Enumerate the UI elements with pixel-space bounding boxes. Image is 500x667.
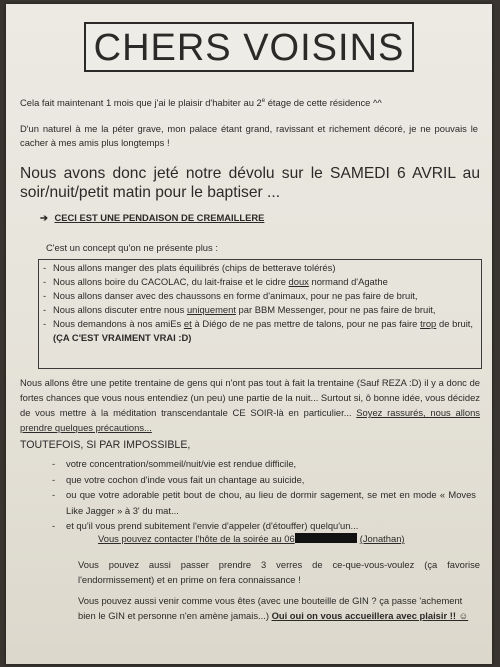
list-item: - que votre cochon d'inde vous fait un chantage au suicide, (52, 472, 476, 488)
list-item-text: Nous demandons à nos amiEs (53, 318, 184, 329)
contact-name: (Jonathan) (359, 533, 405, 544)
paragraph-trentaine-text: Nous allons être une petite trentaine de gens qui n'ont pas tout à fait la trentaine (Sauf REZA :D) il y a donc de fortes chances que vous nous entendiez (un peu) une partie de la nuit... Surtout si, ô bonne idée, vous décidez de vous mettre à la méditation transcendantale CE SOIR-là en particulier... (20, 377, 480, 418)
redacted-phone (295, 533, 357, 543)
notice-sheet (6, 4, 492, 664)
list-item: - et qu'il vous prend subitement l'envie d'appeler (d'étouffer) quelqu'un... (52, 518, 476, 534)
list-item-underline: et (183, 318, 192, 329)
pendaison-text: CECI EST UNE PENDAISON DE CREMAILLERE (54, 212, 265, 223)
pendaison-line (40, 211, 460, 225)
paragraph-trentaine (20, 375, 480, 435)
page-title: CHERS VOISINS (93, 27, 405, 69)
gin-paragraph (78, 593, 482, 623)
headline: Nous avons donc jeté notre dévolu sur le SAMEDI 6 AVRIL au soir/nuit/petit matin pour le baptiser ... (20, 165, 480, 201)
list-item (43, 275, 473, 289)
gin-bold: Oui oui on vous accueillera avec plaisir !! ☺ (271, 610, 469, 621)
list-item-text: Nous allons discuter entre nous (53, 304, 187, 315)
list-item-text: Nous allons manger des plats équilibrés (chips de betterave tolérés) (53, 262, 336, 273)
gin-text: Vous pouvez aussi venir comme vous êtes (avec une bouteille de GIN ? ça passe 'achement bien le GIN et personne n'en amène jamais...) (78, 595, 463, 621)
toutefois-heading: TOUTEFOIS, SI PAR IMPOSSIBLE, (20, 439, 191, 451)
list-item-text: à Diégo de ne pas mettre de talons, pour ne pas faire (191, 318, 421, 329)
title-box (84, 22, 414, 72)
concept-intro: C'est un concept qu'on ne présente plus : (46, 242, 218, 253)
list-item: - votre concentration/sommeil/nuit/vie est rendue difficile, (52, 456, 476, 472)
toutefois-list (52, 456, 476, 534)
intro-line-2: D'un naturel à me la péter grave, mon palace étant grand, ravissant et richement décoré, je ne pouvais le cacher à mes amis plus longtemps ! (20, 123, 478, 148)
intro-line-1-sup: e (261, 98, 266, 104)
list-item-text: Nous allons boire du CACOLAC, du lait-fraise et le cidre (53, 276, 289, 287)
list-item-underline: doux (288, 276, 309, 287)
list-item-underline: uniquement (186, 304, 236, 315)
intro-line-1-text: Cela fait maintenant 1 mois que j'ai le plaisir d'habiter au 2 (20, 97, 262, 109)
list-item-text: normand d'Agathe (308, 276, 388, 287)
list-item-text: de bruit, (436, 318, 473, 329)
list-item-text: Nous allons danser avec des chaussons en forme d'animaux, pour ne pas faire de bruit, (53, 290, 418, 301)
intro-line-1-tail: étage de cette résidence ^^ (265, 97, 382, 109)
intro-line-1 (20, 94, 480, 110)
list-item-bold: (ÇA C'EST VRAIMENT VRAI :D) (53, 332, 192, 343)
contact-text: Vous pouvez contacter l'hôte de la soirée au 06 (98, 533, 295, 544)
arrow-icon: ➔ (40, 212, 48, 223)
concept-list (43, 261, 473, 345)
verres-paragraph: Vous pouvez aussi passer prendre 3 verres de ce-que-vous-voulez (ça favorise l'endormissement) et en prime on fera connaissance ! (78, 559, 480, 585)
paragraph-trentaine-underline: Soyez rassurés, nous allons prendre quelques précautions... (20, 407, 480, 433)
list-item-underline: trop (420, 318, 437, 329)
list-item (43, 261, 473, 275)
list-item (43, 303, 473, 317)
contact-line (98, 532, 478, 546)
list-item: - ou que votre adorable petit bout de chou, au lieu de dormir sagement, se met en mode « Moves Like Jagger » à 3' du mat... (52, 487, 476, 518)
list-item-text: par BBM Messenger, pour ne pas faire de bruit, (235, 304, 436, 315)
list-item (43, 317, 473, 345)
list-item (43, 289, 473, 303)
concept-box (38, 259, 482, 369)
